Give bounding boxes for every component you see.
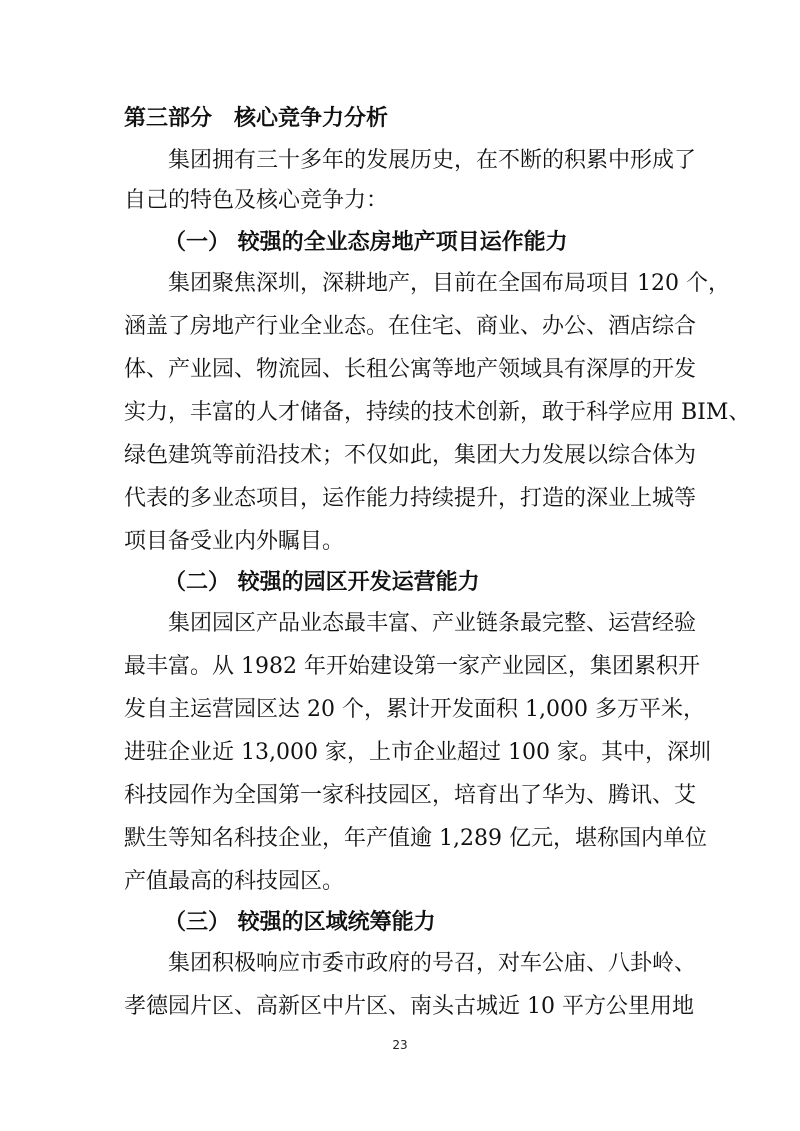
paragraph-line: 发自主运营园区达 20 个，累计开发面积 1,000 多万平米，	[124, 697, 705, 722]
paragraph-line: 涵盖了房地产行业全业态。在住宅、商业、办公、酒店综合	[124, 314, 697, 339]
paragraph-line: 科技园作为全国第一家科技园区，培育出了华为、腾讯、艾	[124, 783, 697, 808]
paragraph-line: 代表的多业态项目，运作能力持续提升，打造的深业上城等	[124, 486, 697, 511]
paragraph-line: 项目备受业内外瞩目。	[124, 529, 345, 554]
paragraph-line: 默生等知名科技企业，年产值逾 1,289 亿元，堪称国内单位	[124, 826, 707, 851]
paragraph-line: 绿色建筑等前沿技术；不仅如此，集团大力发展以综合体为	[124, 443, 697, 468]
paragraph-line: 孝德园片区、高新区中片区、南头古城近 10 平方公里用地	[124, 994, 694, 1019]
section-title: 第三部分 核心竞争力分析	[124, 106, 389, 131]
paragraph-line: 实力，丰富的人才储备，持续的技术创新，敢于科学应用 BIM、	[124, 400, 751, 425]
subsection-3-heading: （三） 较强的区域统筹能力	[164, 910, 436, 935]
intro-line-1: 集团拥有三十多年的发展历史，在不断的积累中形成了	[168, 148, 697, 173]
paragraph-line: 进驻企业近 13,000 家，上市企业超过 100 家。其中，深圳	[124, 740, 711, 765]
paragraph-line: 集团园区产品业态最丰富、产业链条最完整、运营经验	[168, 611, 697, 636]
intro-line-2: 自己的特色及核心竞争力：	[124, 188, 389, 213]
paragraph-line: 集团积极响应市委市政府的号召，对车公庙、八卦岭、	[168, 951, 697, 976]
paragraph-line: 最丰富。从 1982 年开始建设第一家产业园区，集团累积开	[124, 654, 700, 679]
paragraph-line: 集团聚焦深圳，深耕地产，目前在全国布局项目 120 个，	[168, 271, 730, 296]
subsection-2-heading: （二） 较强的园区开发运营能力	[164, 570, 480, 595]
paragraph-line: 产值最高的科技园区。	[124, 869, 345, 894]
page-number: 23	[392, 1038, 408, 1052]
subsection-1-heading: （一） 较强的全业态房地产项目运作能力	[164, 230, 568, 255]
paragraph-line: 体、产业园、物流园、长租公寓等地产领域具有深厚的开发	[124, 357, 697, 382]
